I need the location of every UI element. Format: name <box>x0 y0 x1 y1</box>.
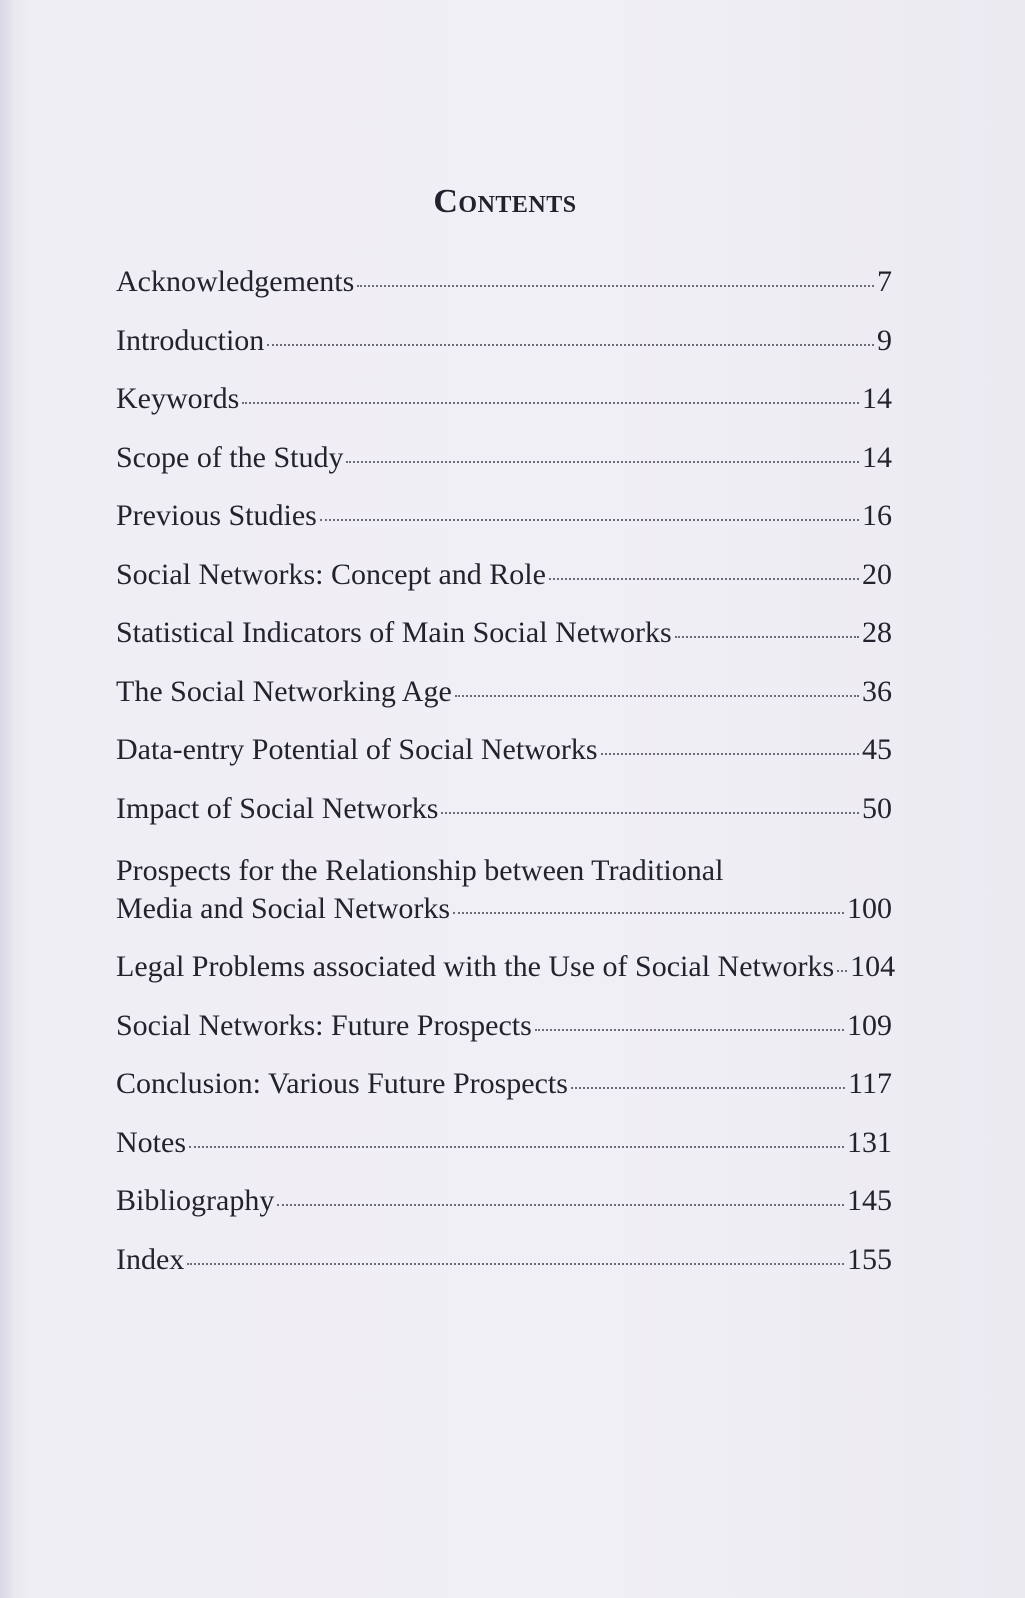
toc-entry <box>116 558 892 617</box>
dot-leader <box>187 1263 844 1265</box>
toc-entry <box>116 324 892 383</box>
toc-entry-title: Conclusion: Various Future Prospects <box>116 1067 568 1100</box>
dot-leader <box>189 1146 844 1148</box>
toc-entry-title: Social Networks: Concept and Role <box>116 557 546 591</box>
toc-entry-page: 36 <box>862 674 892 708</box>
toc-entry-page: 155 <box>847 1242 892 1276</box>
toc-entry-title: Impact of Social Networks <box>116 791 439 825</box>
toc-entry-page: 7 <box>877 265 892 298</box>
toc-entry <box>116 1126 892 1185</box>
toc-entry <box>116 265 892 324</box>
toc-entry-page: 28 <box>862 616 892 649</box>
toc-entry-page: 14 <box>862 440 892 474</box>
toc-entry-page: 45 <box>862 733 892 766</box>
toc-entry-title: Acknowledgements <box>116 265 355 298</box>
toc-entry-page: 145 <box>847 1184 892 1217</box>
toc-entry <box>116 441 892 500</box>
dot-leader <box>535 1029 844 1031</box>
toc-entry <box>116 675 892 734</box>
dot-leader <box>601 753 859 755</box>
dot-leader <box>267 344 874 346</box>
dot-leader <box>346 461 859 463</box>
toc-entry-title: Social Networks: Future Prospects <box>116 1008 532 1042</box>
toc-entry <box>116 616 892 675</box>
dot-leader <box>549 578 859 580</box>
toc-entry <box>116 1009 892 1068</box>
toc-entry-page: 104 <box>850 950 896 983</box>
toc-entry-title: Statistical Indicators of Main Social Networks <box>116 616 672 649</box>
toc-entry <box>116 850 892 950</box>
toc-entry-page: 109 <box>847 1008 892 1042</box>
toc-entry <box>116 382 892 441</box>
toc-entry <box>116 1184 892 1243</box>
dot-leader <box>571 1087 845 1089</box>
toc-entry <box>116 733 892 792</box>
dot-leader <box>277 1204 844 1206</box>
toc-entry-page: 20 <box>862 557 892 591</box>
toc-entry <box>116 792 892 851</box>
toc-entry-title: The Social Networking Age <box>116 674 452 708</box>
toc-entry-title: Scope of the Study <box>116 440 344 474</box>
dot-leader <box>441 812 859 814</box>
dot-leader <box>675 636 859 638</box>
toc-entry-page: 9 <box>877 323 892 357</box>
toc-entry <box>116 499 892 558</box>
toc-entry-title: Index <box>116 1242 185 1276</box>
table-of-contents <box>116 265 896 1301</box>
toc-entry-title: Bibliography <box>116 1184 275 1217</box>
toc-entry-title-line1: Prospects for the Relationship between Traditional <box>116 854 724 887</box>
toc-entry-page: 100 <box>847 892 892 925</box>
contents-heading: Contents <box>433 183 577 220</box>
toc-entry-page: 131 <box>847 1125 892 1159</box>
toc-entry-title: Data-entry Potential of Social Networks <box>116 733 598 766</box>
toc-entry <box>116 1067 892 1126</box>
page-spine-shadow <box>0 0 14 1598</box>
dot-leader <box>320 519 859 521</box>
toc-entry-title: Notes <box>116 1125 186 1159</box>
toc-entry-title: Introduction <box>116 323 265 357</box>
toc-entry-title: Keywords <box>116 382 240 415</box>
toc-entry <box>116 950 896 1009</box>
dot-leader <box>453 912 844 914</box>
toc-entry-title: Legal Problems associated with the Use of Social Networks <box>116 950 835 983</box>
toc-entry-page: 117 <box>848 1067 892 1100</box>
toc-entry-title-line2: Media and Social Networks <box>116 892 451 925</box>
toc-entry-page: 16 <box>862 499 892 532</box>
toc-entry <box>116 1243 892 1302</box>
toc-entry-page: 14 <box>862 382 892 415</box>
dot-leader <box>455 695 859 697</box>
toc-entry-title: Previous Studies <box>116 499 317 532</box>
dot-leader <box>837 970 847 972</box>
toc-entry-page: 50 <box>862 791 892 825</box>
dot-leader <box>357 285 874 287</box>
dot-leader <box>242 402 859 404</box>
